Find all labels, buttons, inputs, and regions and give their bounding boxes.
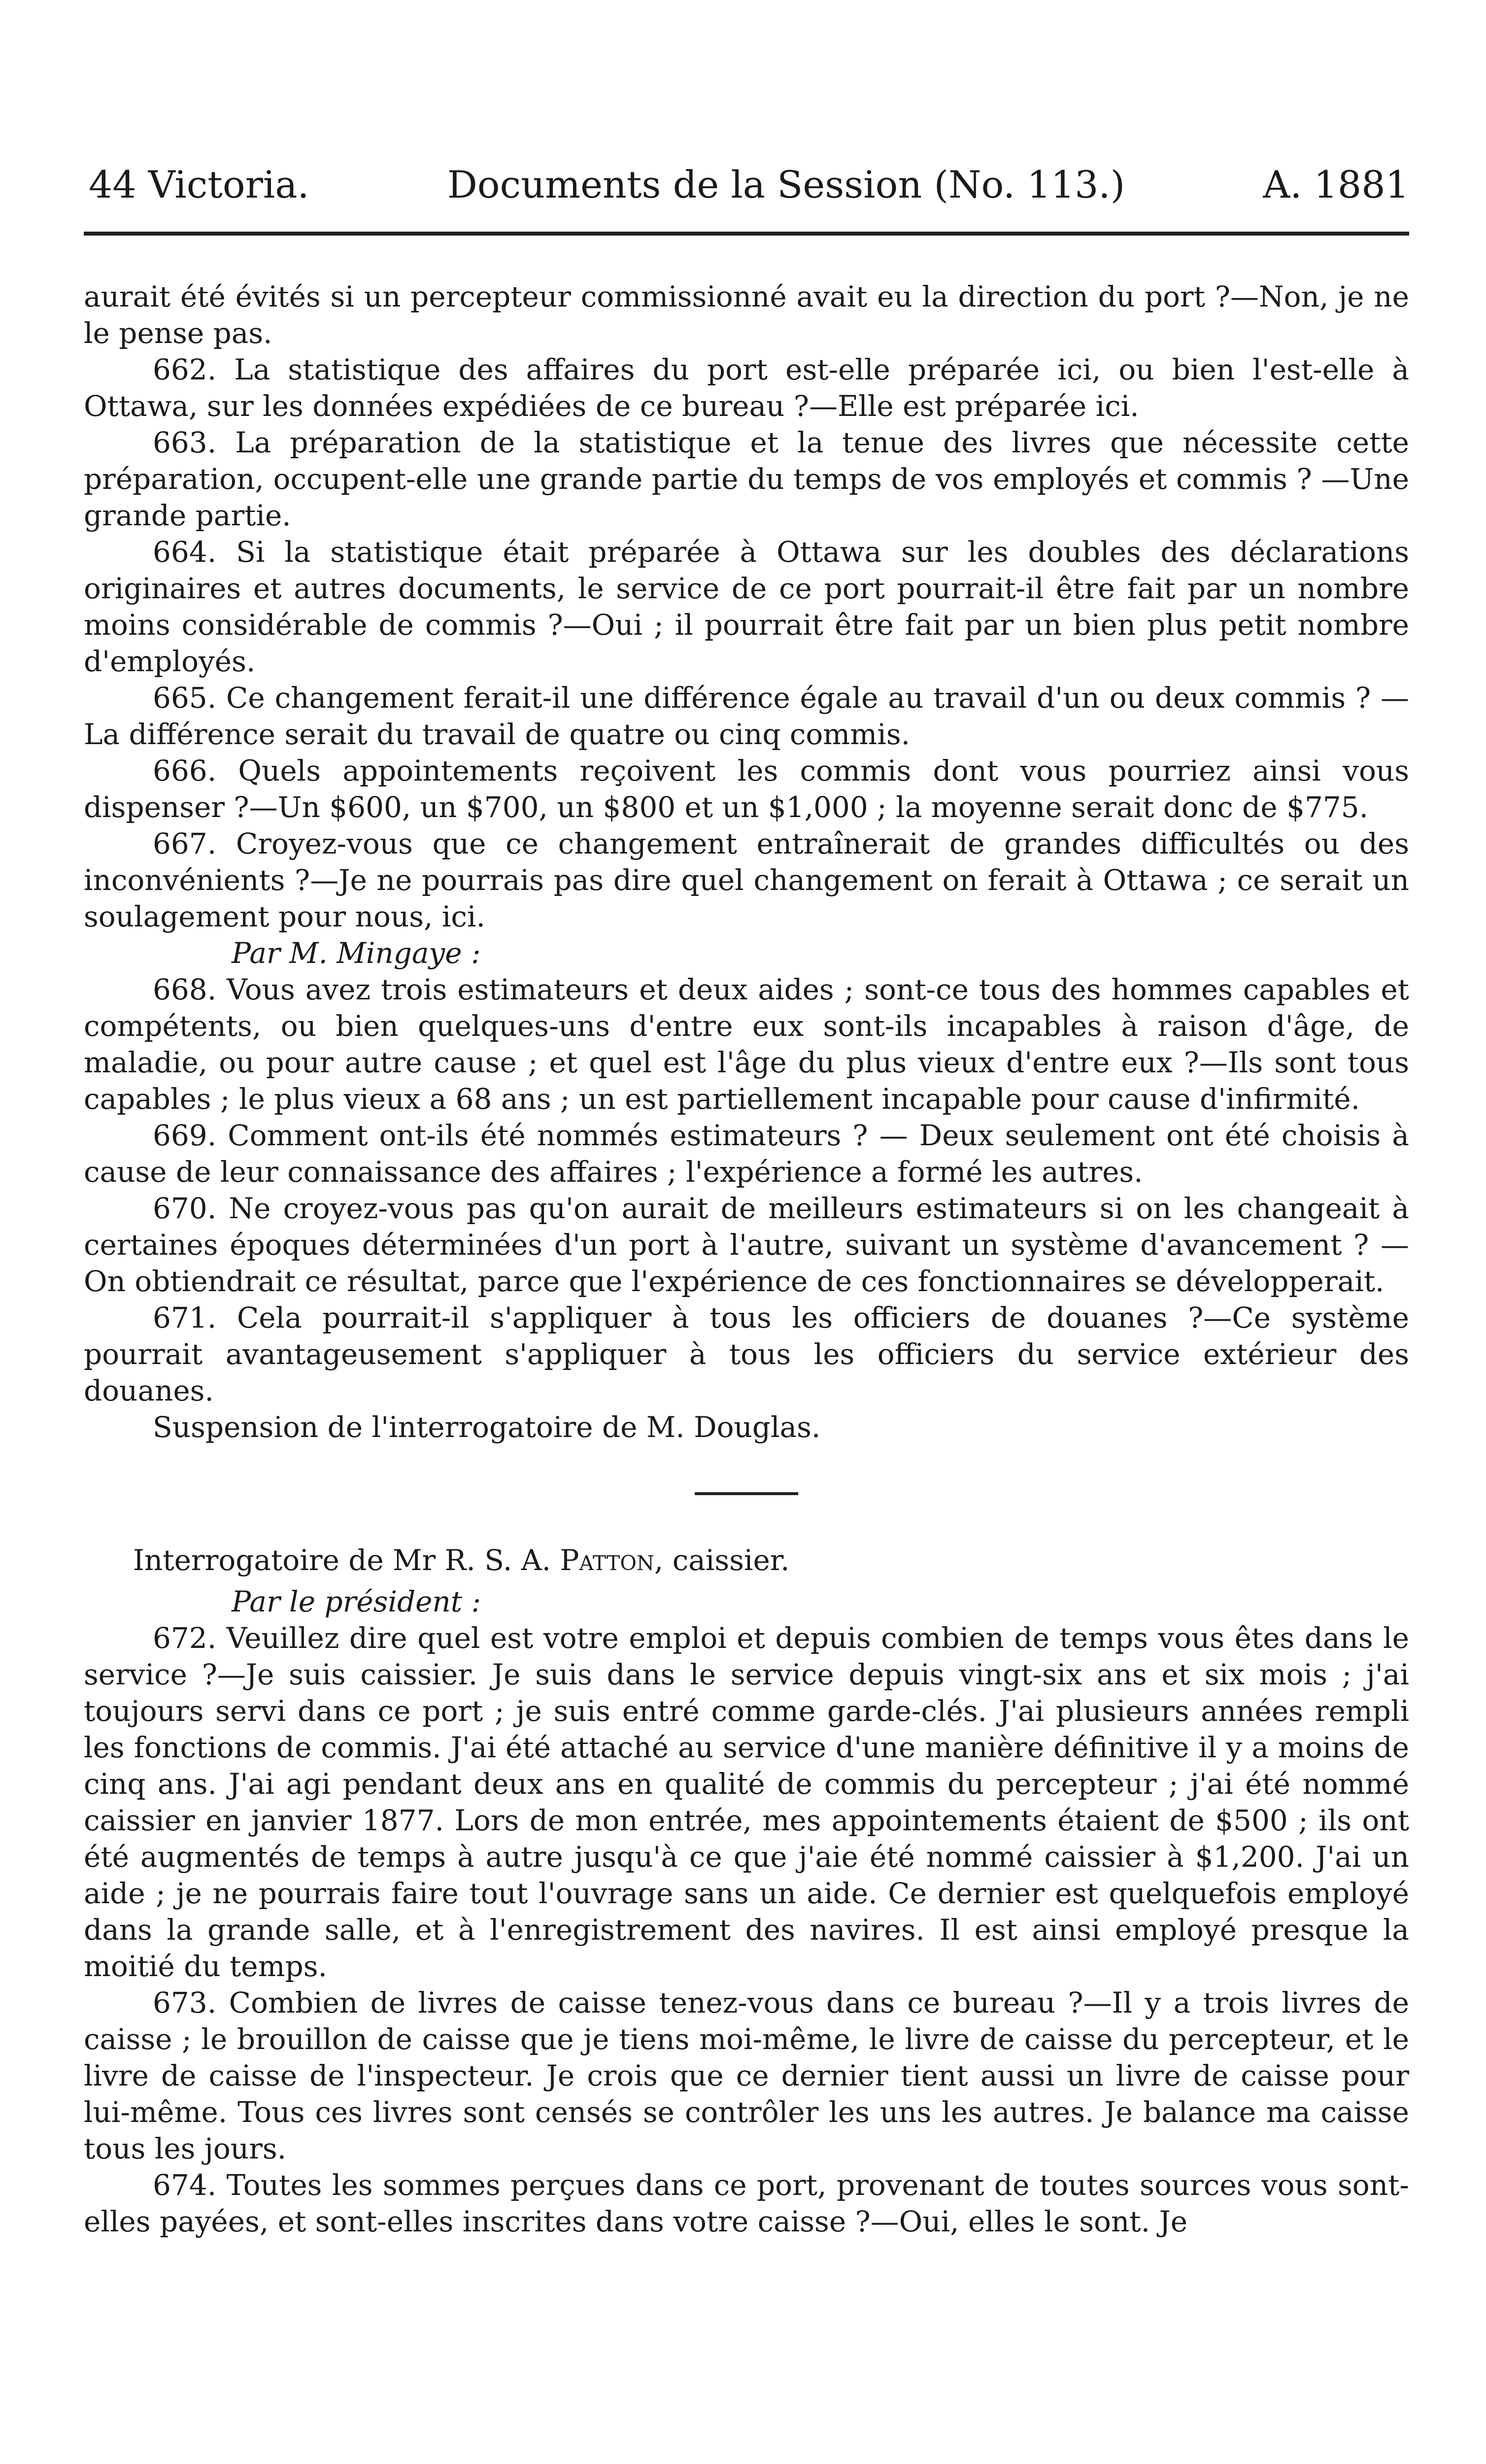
paragraph: 674. Toutes les sommes perçues dans ce port, provenant de toutes sources vous sont-elles payées, et sont-elles inscrites dans votre caisse ?—Oui, elles le sont. Je — [84, 2168, 1409, 2238]
running-header — [84, 163, 1409, 217]
speaker-line: Par le président : — [232, 1585, 481, 1618]
header-double-rule — [84, 232, 1409, 236]
header-right: A. 1881 — [1263, 163, 1409, 206]
paragraph: 662. La statistique des affaires du port est-elle préparée ici, ou bien l'est-elle à Ottawa, sur les données expédiées de ce bureau ?—Elle est préparée ici. — [84, 353, 1409, 423]
section-title-prefix: Interrogatoire de Mr R. S. A. — [133, 1543, 560, 1577]
header-center: Documents de la Session (No. 113.) — [447, 163, 1125, 206]
document-body — [84, 278, 1409, 2240]
section-title-name: Patton — [560, 1543, 654, 1577]
section-title-suffix: , caissier. — [654, 1543, 790, 1577]
paragraph: 664. Si la statistique était préparée à Ottawa sur les doubles des déclarations originaires et autres documents, le service de ce port pourrait-il être fait par un nombre moins considérable de commis ?—Oui ; il pourrait être fait par un bien plus petit nombre d'employés. — [84, 535, 1409, 678]
section-title — [84, 1542, 1409, 1578]
header-left: 44 Victoria. — [89, 163, 309, 206]
paragraph: 671. Cela pourrait-il s'appliquer à tous les officiers de douanes ?—Ce système pourrait avantageusement s'appliquer à tous les officiers du service extérieur des douanes. — [84, 1301, 1409, 1407]
paragraph: 665. Ce changement ferait-il une différence égale au travail d'un ou deux commis ? —La différence serait du travail de quatre ou cinq commis. — [84, 681, 1409, 751]
paragraph: aurait été évités si un percepteur commissionné avait eu la direction du port ?—Non, je ne le pense pas. — [84, 280, 1409, 350]
paragraph: 666. Quels appointements reçoivent les commis dont vous pourriez ainsi vous dispenser ?—Un $600, un $700, un $800 et un $1,000 ; la moyenne serait donc de $775. — [84, 754, 1409, 824]
suspension-note: Suspension de l'interrogatoire de M. Douglas. — [153, 1410, 821, 1444]
paragraph: 672. Veuillez dire quel est votre emploi et depuis combien de temps vous êtes dans le service ?—Je suis caissier. Je suis dans le service depuis vingt-six ans et six mois ; j'ai toujours servi dans ce port ; je suis entré comme garde-clés. J'ai plusieurs années rempli les fonctions de commis. J'ai été attaché au service d'une manière définitive il y a moins de cinq ans. J'ai agi pendant deux ans en qualité de commis du percepteur ; j'ai été nommé caissier en janvier 1877. Lors de mon entrée, mes appointements étaient de $500 ; ils ont été augmentés de temps à autre jusqu'à ce que j'aie été nommé caissier à $1,200. J'ai un aide ; je ne pourrais faire tout l'ouvrage sans un aide. Ce dernier est quelquefois employé dans la grande salle, et à l'enregistrement des navires. Il est ainsi employé presque la moitié du temps. — [84, 1621, 1409, 1983]
speaker-line: Par M. Mingaye : — [232, 936, 481, 970]
section-divider — [695, 1492, 798, 1495]
paragraph: 663. La préparation de la statistique et la tenue des livres que nécessite cette préparation, occupent-elle une grande partie du temps de vos employés et commis ? —Une grande partie. — [84, 426, 1409, 532]
paragraph: 667. Croyez-vous que ce changement entraînerait de grandes difficultés ou des inconvénients ?—Je ne pourrais pas dire quel changement on ferait à Ottawa ; ce serait un soulagement pour nous, ici. — [84, 827, 1409, 933]
paragraph: 669. Comment ont-ils été nommés estimateurs ? — Deux seulement ont été choisis à cause de leur connaissance des affaires ; l'expérience a formé les autres. — [84, 1119, 1409, 1189]
paragraph: 670. Ne croyez-vous pas qu'on aurait de meilleurs estimateurs si on les changeait à certaines époques déterminées d'un port à l'autre, suivant un système d'avancement ? —On obtiendrait ce résultat, parce que l'expérience de ces fonctionnaires se développerait. — [84, 1192, 1409, 1298]
paragraph: 668. Vous avez trois estimateurs et deux aides ; sont-ce tous des hommes capables et compétents, ou bien quelques-uns d'entre eux sont-ils incapables à raison d'âge, de maladie, ou pour autre cause ; et quel est l'âge du plus vieux d'entre eux ?—Ils sont tous capables ; le plus vieux a 68 ans ; un est partiellement incapable pour cause d'infirmité. — [84, 973, 1409, 1116]
document-page — [84, 163, 1409, 2238]
paragraph: 673. Combien de livres de caisse tenez-vous dans ce bureau ?—Il y a trois livres de caisse ; le brouillon de caisse que je tiens moi-même, le livre de caisse du percepteur, et le livre de caisse de l'inspecteur. Je crois que ce dernier tient aussi un livre de caisse pour lui-même. Tous ces livres sont censés se contrôler les uns les autres. Je balance ma caisse tous les jours. — [84, 1986, 1409, 2165]
